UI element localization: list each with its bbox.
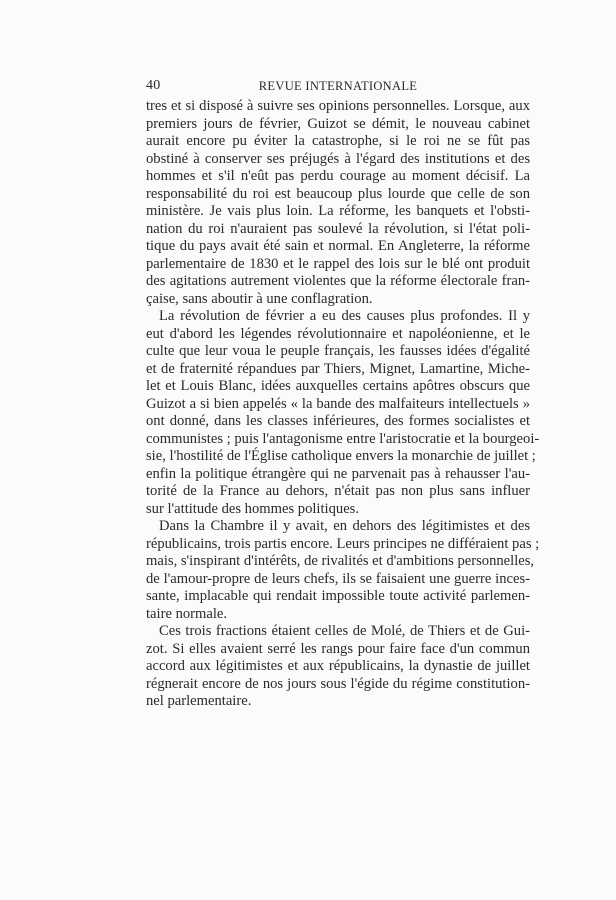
page-header [146,78,530,98]
text-line: sie, l'hostilité de l'Église catholique envers la monarchie de juillet ; [146,448,536,464]
text-line: tique du pays avait été sain et normal. En Angleterre, la réforme [146,238,530,254]
text-line: torité de la France au dehors, n'était pas non plus sans influer [146,483,530,499]
text-line: nel parlementaire. [146,693,252,709]
text-line: çaise, sans aboutir à une conflagration. [146,290,373,307]
text-line: Guizot a si bien appelés « la bande des malfaiteurs intellectuels » [146,395,530,412]
paragraph [146,98,530,308]
text-line: sur l'attitude des hommes politiques. [146,500,359,517]
paragraph [146,518,540,623]
text-line: parlementaire de 1830 et le rappel des lois sur le blé ont produit [146,255,530,272]
text-line: accord aux légitimistes et aux républicains, la dynastie de juillet [146,658,530,674]
text-line: culte que leur voua le peuple français, les fausses idées d'égalité [146,343,530,359]
text-line: des agitations autrement violentes que la réforme électorale fran- [146,273,530,289]
text-line: mais, s'inspirant d'intérêts, de rivalités et d'ambitions personnelles, [146,553,535,569]
text-line: La révolution de février a eu des causes plus profondes. Il y [159,308,530,324]
text-line: zot. Si elles avaient serré les rangs pour faire face d'un commun [146,640,530,657]
text-line: aurait encore pu éviter la catastrophe, si le roi ne se fût pas [146,133,530,149]
page-body [146,98,540,711]
text-line: et de fraternité répandues par Thiers, Mignet, Lamartine, Miche- [146,360,530,377]
text-line: tres et si disposé à suivre ses opinions personnelles. Lorsque, aux [146,98,530,114]
text-line: obstiné à conserver ses préjugés à l'égard des institutions et des [146,150,530,167]
running-title: REVUE INTERNATIONALE [258,79,418,93]
paragraph [146,623,530,711]
text-line: eut d'abord les légendes révolutionnaire et napoléonienne, et le [146,325,530,342]
text-line: enfin la politique étrangère qui ne parvenait pas à rehausser l'au- [146,465,530,482]
text-line: let et Louis Blanc, idées auxquelles certains apôtres obscurs que [146,378,530,394]
text-line: taire normale. [146,605,228,622]
text-line: ministère. Je vais plus loin. La réforme, les banquets et l'obsti- [146,203,530,219]
paragraph [146,308,540,518]
page-number: 40 [146,78,161,93]
text-line: Dans la Chambre il y avait, en dehors des légitimistes et des [159,518,530,534]
text-line: sante, implacable qui rendait impossible toute activité parlemen- [146,588,530,604]
text-line: de l'amour-propre de leurs chefs, ils se faisaient une guerre inces- [146,570,530,587]
text-line: communistes ; puis l'antagonisme entre l'aristocratie et la bourgeoi- [146,430,540,447]
text-line: Ces trois fractions étaient celles de Molé, de Thiers et de Gui- [159,623,530,639]
document-page [146,78,540,711]
text-line: responsabilité du roi est beaucoup plus lourde que celle de son [146,185,530,202]
text-line: ont donné, dans les classes inférieures, des formes socialistes et [146,413,530,429]
text-line: hommes et s'il n'eût pas perdu courage au moment décisif. La [146,168,530,184]
text-line: régnerait encore de nos jours sous l'égide du régime constitution- [146,675,530,692]
text-line: premiers jours de février, Guizot se démit, le nouveau cabinet [146,115,530,132]
text-line: républicains, trois partis encore. Leurs principes ne différaient pas ; [146,535,540,552]
text-line: nation du roi n'auraient pas soulevé la révolution, si l'état poli- [146,220,530,237]
